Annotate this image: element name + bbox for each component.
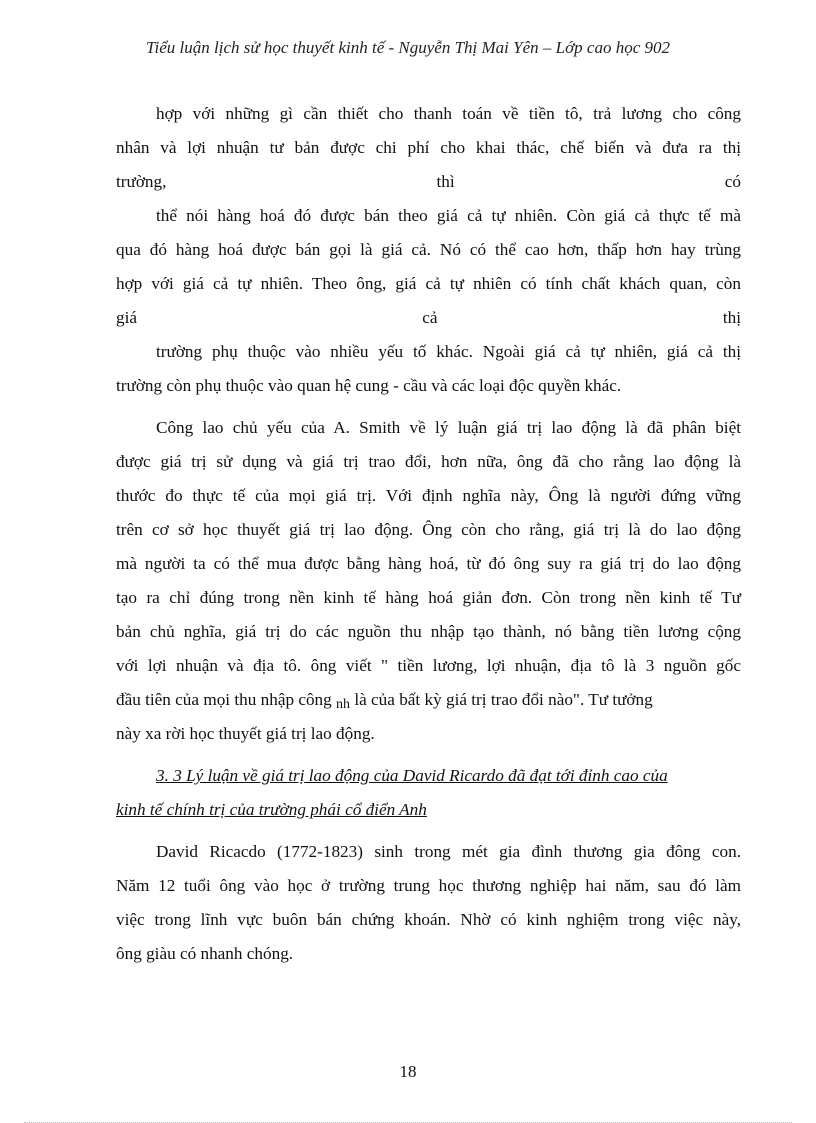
text-line bbox=[116, 165, 741, 199]
text-line: ông giàu có nhanh chóng. bbox=[116, 944, 294, 963]
text-line: thước đo thực tế của mọi giá trị. Với định nghĩa này, Ông là người đứng vững bbox=[116, 486, 741, 505]
word: cả bbox=[422, 308, 438, 327]
word: thì bbox=[436, 172, 455, 191]
word: thị bbox=[722, 308, 741, 327]
text-line: Công lao chủ yếu của A. Smith về lý luận giá trị lao động là đã phân biệt bbox=[156, 418, 741, 437]
page-header: Tiểu luận lịch sử học thuyết kinh tế - Nguyễn Thị Mai Yên – Lớp cao học 902 bbox=[145, 38, 671, 57]
text-line: qua đó hàng hoá được bán gọi là giá cả. Nó có thể cao hơn, thấp hơn hay trùng bbox=[116, 240, 741, 259]
stray-text: nh bbox=[336, 697, 351, 712]
section-heading: 3. 3 Lý luận về giá trị lao động của David Ricardo đã đạt tới đỉnh cao của bbox=[156, 766, 668, 785]
text-line: David Ricacdo (1772-1823) sinh trong mét gia đình thương gia đông con. bbox=[156, 842, 741, 861]
text-line bbox=[116, 301, 741, 335]
text-line: bản chủ nghĩa, giá trị do các nguồn thu nhập tạo thành, nó bằng tiền lương cộng bbox=[116, 622, 741, 641]
text-line: trường còn phụ thuộc vào quan hệ cung - cầu và các loại độc quyền khác. bbox=[116, 376, 622, 395]
section-heading: kinh tế chính trị của trường phái cổ điển Anh bbox=[116, 800, 427, 819]
text-line: việc trong lĩnh vực buôn bán chứng khoán. Nhờ có kinh nghiệm trong việc này, bbox=[116, 910, 741, 929]
text-line: thể nói hàng hoá đó được bán theo giá cả tự nhiên. Còn giá cả thực tế mà bbox=[156, 206, 741, 225]
text-line: hợp với những gì cần thiết cho thanh toán về tiền tô, trả lương cho công bbox=[156, 104, 741, 123]
page-number: 18 bbox=[399, 1062, 417, 1081]
text-line: hợp với giá cả tự nhiên. Theo ông, giá cả tự nhiên có tính chất khách quan, còn bbox=[116, 274, 741, 293]
word: trường, bbox=[116, 172, 167, 191]
text-line: nhân và lợi nhuận tư bản được chi phí cho khai thác, chế biến và đưa ra thị bbox=[116, 138, 741, 157]
text-line: trường phụ thuộc vào nhiều yếu tố khác. Ngoài giá cả tự nhiên, giá cả thị bbox=[156, 342, 741, 361]
text-line: Năm 12 tuổi ông vào học ở trường trung học thương nghiệp hai năm, sau đó làm bbox=[116, 876, 741, 895]
word: giá bbox=[116, 308, 137, 327]
document-body bbox=[116, 97, 741, 971]
text-line: mà người ta có thể mua được bằng hàng hoá, từ đó ông suy ra giá trị do lao động bbox=[116, 554, 741, 573]
word: có bbox=[724, 172, 741, 191]
text-line: được giá trị sử dụng và giá trị trao đổi, hơn nữa, ông đã cho rằng lao động là bbox=[116, 452, 741, 471]
text-line: đầu tiên của mọi thu nhập công nh là của bất kỳ giá trị trao đổi nào". Tư tưởng bbox=[116, 690, 653, 712]
text-line: tạo ra chỉ đúng trong nền kinh tế hàng hoá giản đơn. Còn trong nền kinh tế Tư bbox=[116, 588, 741, 607]
text-line: với lợi nhuận và địa tô. ông viết " tiền lương, lợi nhuận, địa tô là 3 nguồn gốc bbox=[116, 656, 741, 675]
text-line: này xa rời học thuyết giá trị lao động. bbox=[116, 724, 375, 743]
text-line: trên cơ sở học thuyết giá trị lao động. Ông còn cho rằng, giá trị là do lao động bbox=[116, 520, 741, 539]
